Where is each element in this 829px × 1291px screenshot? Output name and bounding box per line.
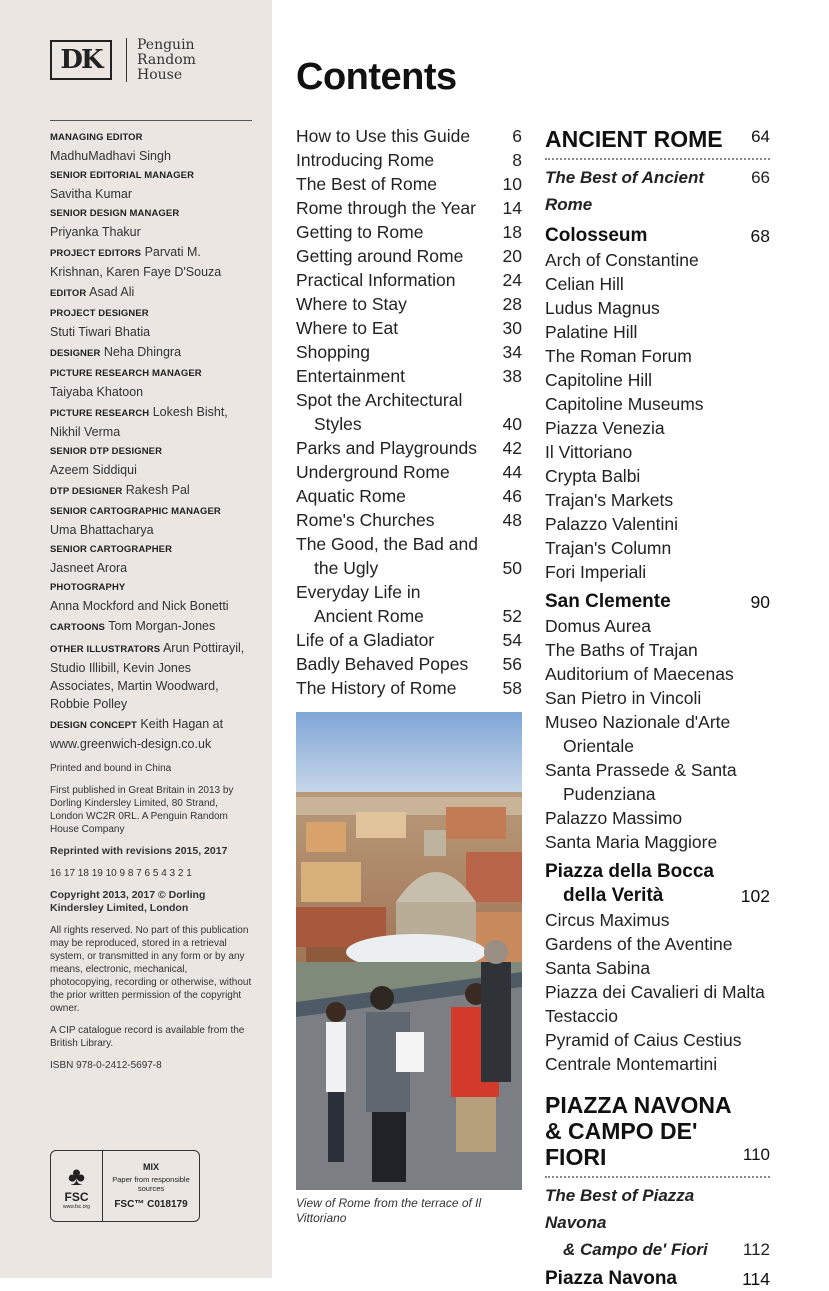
toc-entry-page: 30 bbox=[502, 318, 522, 338]
credit-name: Rakesh Pal bbox=[125, 483, 190, 497]
toc-subentry-label: Piazza dei Cavalieri di Malta bbox=[545, 982, 765, 1002]
credit-name: Arun Pottirayil, Studio Illibill, Kevin Jones Associates, Martin Woodward, Robbie Polley bbox=[50, 641, 245, 711]
toc-entry[interactable] bbox=[296, 196, 522, 220]
toc-entry-label: The History of Rome bbox=[296, 678, 457, 698]
toc-subentry-label: Domus Aurea bbox=[545, 616, 652, 636]
credit-list bbox=[50, 129, 252, 753]
credit-role: CARTOONS bbox=[50, 622, 105, 633]
toc-subentry[interactable] bbox=[545, 296, 770, 320]
toc-entry-label: Introducing Rome bbox=[296, 150, 435, 170]
credit-role: SENIOR CARTOGRAPHER bbox=[50, 544, 173, 555]
credit-entry bbox=[50, 343, 252, 363]
toc-subentry-label: Arch of Constantine bbox=[545, 250, 699, 270]
dotted-divider bbox=[545, 158, 770, 160]
credit-name: Neha Dhingra bbox=[103, 345, 182, 359]
rome-terrace-photo bbox=[296, 712, 522, 1190]
toc-subentry[interactable] bbox=[545, 440, 770, 464]
toc-entry-label: Underground Rome bbox=[296, 462, 450, 482]
credit-name: Taiyaba Khatoon bbox=[50, 385, 144, 399]
toc-entry-label: The Good, the Bad and the Ugly bbox=[296, 534, 478, 578]
toc-entry-label: Badly Behaved Popes bbox=[296, 654, 469, 674]
first-published: First published in Great Britain in 2013 by Dorling Kindersley Limited, 80 Strand, London WC2R 0RL. A Penguin Random House Company bbox=[50, 785, 234, 835]
toc-entry-label: Aquatic Rome bbox=[296, 486, 406, 506]
credit-role: SENIOR CARTOGRAPHIC MANAGER bbox=[50, 506, 221, 517]
toc-entry[interactable] bbox=[296, 532, 522, 580]
toc-subentry-label: Centrale Montemartini bbox=[545, 1054, 718, 1074]
toc-entry[interactable] bbox=[296, 484, 522, 508]
tree-icon: ♣ bbox=[67, 1161, 86, 1191]
toc-entry[interactable] bbox=[296, 388, 522, 436]
toc-entry-label: Getting to Rome bbox=[296, 222, 424, 242]
toc-subentry-label: Palazzo Massimo bbox=[545, 808, 683, 828]
toc-subentry[interactable] bbox=[545, 932, 770, 956]
penguin-random-house-logo: Penguin Random House bbox=[137, 36, 196, 83]
toc-entry-page: 42 bbox=[502, 438, 522, 458]
credit-role: SENIOR DTP DESIGNER bbox=[50, 446, 163, 457]
toc-subentry[interactable] bbox=[545, 908, 770, 932]
credit-name: Jasneet Arora bbox=[50, 561, 128, 575]
credit-entry bbox=[50, 403, 252, 441]
toc-entry-page: 10 bbox=[502, 174, 522, 194]
toc-entry-page: 44 bbox=[502, 462, 522, 482]
toc-subentry[interactable] bbox=[545, 344, 770, 368]
toc-subentry-label: Santa Prassede & Santa Pudenziana bbox=[545, 760, 737, 804]
toc-subentry[interactable] bbox=[545, 272, 770, 296]
credit-role: SENIOR DESIGN MANAGER bbox=[50, 208, 180, 219]
toc-subentry-label: The Roman Forum bbox=[545, 346, 692, 366]
toc-subentry-label: Auditorium of Maecenas bbox=[545, 664, 734, 684]
toc-subentry[interactable] bbox=[545, 512, 770, 536]
credit-entry bbox=[50, 129, 252, 165]
toc-entry[interactable] bbox=[296, 268, 522, 292]
toc-entry-label: Life of a Gladiator bbox=[296, 630, 435, 650]
toc-subentry-label: Il Vittoriano bbox=[545, 442, 633, 462]
copyright-line: Copyright 2013, 2017 © Dorling Kindersley Limited, London bbox=[50, 889, 206, 914]
toc-subentry[interactable] bbox=[545, 710, 770, 758]
toc-entry-label: Where to Eat bbox=[296, 318, 399, 338]
print-line: 16 17 18 19 10 9 8 7 6 5 4 3 2 1 bbox=[50, 868, 192, 879]
toc-entry-page: 34 bbox=[502, 342, 522, 362]
toc-entry[interactable] bbox=[296, 460, 522, 484]
publisher-logos bbox=[50, 36, 252, 121]
toc-entry[interactable] bbox=[296, 436, 522, 460]
credit-entry bbox=[50, 443, 252, 479]
toc-subentry[interactable] bbox=[545, 464, 770, 488]
photo-caption: View of Rome from the terrace of Il Vittoriano bbox=[296, 1196, 482, 1225]
toc-subentry[interactable] bbox=[545, 1028, 770, 1052]
toc-subentry-label: Celian Hill bbox=[545, 274, 624, 294]
toc-subentry-label: Crypta Balbi bbox=[545, 466, 641, 486]
credit-name: Parvati M. Krishnan, Karen Faye D'Souza bbox=[50, 245, 222, 279]
toc-entry-label: How to Use this Guide bbox=[296, 126, 471, 146]
credit-name: Asad Ali bbox=[89, 285, 135, 299]
toc-subentry-label: San Pietro in Vincoli bbox=[545, 688, 702, 708]
toc-entry-page: 50 bbox=[502, 558, 522, 578]
toc-entry-label: The Best of Rome bbox=[296, 174, 438, 194]
toc-entry-page: 54 bbox=[502, 630, 522, 650]
credit-entry bbox=[50, 305, 252, 341]
credit-name: Priyanka Thakur bbox=[50, 225, 141, 239]
toc-subentry-label: Museo Nazionale d'Arte Orientale bbox=[545, 712, 731, 756]
toc-subentry[interactable] bbox=[545, 560, 770, 584]
toc-entry[interactable] bbox=[296, 628, 522, 652]
toc-subentry-label: The Baths of Trajan bbox=[545, 640, 698, 660]
fsc-badge bbox=[50, 1150, 200, 1222]
credit-entry bbox=[50, 205, 252, 241]
toc-subentry-label: Trajan's Markets bbox=[545, 490, 674, 510]
dotted-divider bbox=[545, 1176, 770, 1178]
fsc-text: MIX Paper from responsible sources FSC™ C018179 bbox=[112, 1162, 190, 1210]
toc-entry-label: Entertainment bbox=[296, 366, 405, 386]
best-of-ancient-rome[interactable]: The Best of Ancient Rome 66 bbox=[545, 168, 770, 214]
credit-entry bbox=[50, 617, 252, 637]
dk-logo: DK bbox=[50, 40, 112, 80]
bocca-items bbox=[545, 908, 770, 1076]
toc-entry-page: 28 bbox=[502, 294, 522, 314]
toc-entry[interactable] bbox=[296, 652, 522, 676]
isbn: ISBN 978-0-2412-5697-8 bbox=[50, 1060, 162, 1071]
sub-piazza-navona[interactable]: Piazza Navona 114 bbox=[545, 1268, 770, 1289]
toc-subentry[interactable] bbox=[545, 368, 770, 392]
credit-name: Anna Mockford and Nick Bonetti bbox=[50, 599, 229, 613]
toc-entry-label: Shopping bbox=[296, 342, 370, 362]
credit-entry bbox=[50, 579, 252, 615]
toc-entry-page: 6 bbox=[512, 126, 522, 146]
toc-subentry[interactable] bbox=[545, 488, 770, 512]
toc-entry-page: 56 bbox=[502, 654, 522, 674]
toc-entry-page: 18 bbox=[502, 222, 522, 242]
toc-entry[interactable] bbox=[296, 148, 522, 172]
toc-subentry[interactable] bbox=[545, 392, 770, 416]
credit-entry bbox=[50, 503, 252, 539]
toc-entry[interactable] bbox=[296, 244, 522, 268]
toc-subentry[interactable] bbox=[545, 536, 770, 560]
credit-entry bbox=[50, 365, 252, 401]
toc-subentry[interactable] bbox=[545, 638, 770, 662]
credit-entry bbox=[50, 167, 252, 203]
toc-subentry[interactable] bbox=[545, 980, 770, 1004]
credit-role: SENIOR EDITORIAL MANAGER bbox=[50, 170, 195, 181]
credit-name: Savitha Kumar bbox=[50, 187, 132, 201]
toc-entry[interactable] bbox=[296, 292, 522, 316]
toc-entry-page: 20 bbox=[502, 246, 522, 266]
toc-entry[interactable] bbox=[296, 316, 522, 340]
credit-role: PROJECT EDITORS bbox=[50, 248, 142, 259]
toc-entry[interactable] bbox=[296, 580, 522, 628]
san-clemente-items bbox=[545, 614, 770, 854]
toc-entry-label: Where to Stay bbox=[296, 294, 407, 314]
toc-entry-page: 24 bbox=[502, 270, 522, 290]
section-ancient-rome[interactable]: ANCIENT ROME 64 bbox=[545, 126, 770, 152]
toc-entry-page: 38 bbox=[502, 366, 522, 386]
logo-divider bbox=[126, 38, 127, 82]
toc-entry-label: Parks and Playgrounds bbox=[296, 438, 477, 458]
colosseum-items bbox=[545, 248, 770, 584]
toc-entry-page: 58 bbox=[502, 678, 522, 698]
sub-san-clemente[interactable]: San Clemente 90 bbox=[545, 591, 770, 612]
credits-column bbox=[0, 0, 272, 1278]
section-piazza-navona[interactable]: PIAZZA NAVONA & CAMPO DE' FIORI 110 bbox=[545, 1092, 770, 1170]
toc-section-list bbox=[545, 124, 770, 1291]
credit-name: Tom Morgan-Jones bbox=[108, 619, 216, 633]
toc-subentry[interactable] bbox=[545, 614, 770, 638]
toc-subentry-label: Palazzo Valentini bbox=[545, 514, 678, 534]
toc-main-list bbox=[296, 124, 522, 700]
toc-subentry[interactable] bbox=[545, 806, 770, 830]
credit-name: Lokesh Bisht, Nikhil Verma bbox=[50, 405, 228, 439]
toc-entry-label: Spot the Architectural Styles bbox=[296, 390, 463, 434]
credit-name: Azeem Siddiqui bbox=[50, 463, 137, 477]
rights-statement: All rights reserved. No part of this publication may be reproduced, stored in a retrieval system, or transmitted in any form or by any means, electronic, mechanical, photocopying, recording or otherwise, without the prior written permission of the copyright owner. bbox=[50, 925, 252, 1014]
toc-entry-page: 52 bbox=[502, 606, 522, 626]
toc-entry-page: 14 bbox=[502, 198, 522, 218]
credit-role: OTHER ILLUSTRATORS bbox=[50, 644, 161, 655]
toc-subentry[interactable] bbox=[545, 1052, 770, 1076]
toc-entry[interactable] bbox=[296, 364, 522, 388]
credit-name: MadhuMadhavi Singh bbox=[50, 149, 171, 163]
toc-subentry-label: Pyramid of Caius Cestius bbox=[545, 1030, 742, 1050]
credit-entry bbox=[50, 639, 252, 713]
toc-entry-label: Everyday Life in Ancient Rome bbox=[296, 582, 424, 626]
toc-subentry[interactable] bbox=[545, 662, 770, 686]
toc-subentry-label: Santa Sabina bbox=[545, 958, 651, 978]
credit-entry bbox=[50, 481, 252, 501]
credit-role: DESIGNER bbox=[50, 348, 101, 359]
toc-entry-label: Getting around Rome bbox=[296, 246, 464, 266]
page-title: Contents bbox=[296, 56, 457, 98]
toc-subentry-label: Palatine Hill bbox=[545, 322, 638, 342]
toc-entry-page: 46 bbox=[502, 486, 522, 506]
reprinted-line: Reprinted with revisions 2015, 2017 bbox=[50, 845, 228, 857]
toc-entry-label: Practical Information bbox=[296, 270, 456, 290]
toc-subentry-label: Fori Imperiali bbox=[545, 562, 647, 582]
toc-subentry[interactable] bbox=[545, 686, 770, 710]
credit-name: Uma Bhattacharya bbox=[50, 523, 154, 537]
printed-line: Printed and bound in China bbox=[50, 763, 172, 774]
toc-subentry[interactable] bbox=[545, 320, 770, 344]
toc-subentry[interactable] bbox=[545, 830, 770, 854]
toc-entry[interactable] bbox=[296, 676, 522, 700]
toc-entry[interactable] bbox=[296, 508, 522, 532]
fsc-tree-logo: ♣ FSC www.fsc.org bbox=[51, 1151, 103, 1221]
credit-entry bbox=[50, 243, 252, 281]
toc-entry-page: 8 bbox=[512, 150, 522, 170]
credit-role: EDITOR bbox=[50, 288, 87, 299]
toc-subentry-label: Capitoline Hill bbox=[545, 370, 652, 390]
credit-role: DESIGN CONCEPT bbox=[50, 720, 137, 731]
toc-entry[interactable] bbox=[296, 220, 522, 244]
toc-entry-label: Rome's Churches bbox=[296, 510, 435, 530]
credit-name: Keith Hagan at www.greenwich-design.co.uk bbox=[50, 717, 224, 751]
credit-entry bbox=[50, 283, 252, 303]
toc-entry[interactable] bbox=[296, 124, 522, 148]
credit-role: PROJECT DESIGNER bbox=[50, 308, 149, 319]
toc-entry-label: Rome through the Year bbox=[296, 198, 476, 218]
toc-subentry-label: Piazza Venezia bbox=[545, 418, 665, 438]
toc-subentry[interactable] bbox=[545, 248, 770, 272]
toc-subentry-label: Santa Maria Maggiore bbox=[545, 832, 718, 852]
cip-statement: A CIP catalogue record is available from the British Library. bbox=[50, 1025, 245, 1049]
toc-subentry-label: Circus Maximus bbox=[545, 910, 670, 930]
best-of-piazza-navona[interactable]: The Best of Piazza Navona & Campo de' Fiori 112 bbox=[545, 1186, 770, 1259]
toc-subentry-label: Capitoline Museums bbox=[545, 394, 704, 414]
credit-role: PICTURE RESEARCH MANAGER bbox=[50, 368, 202, 379]
toc-subentry-label: Ludus Magnus bbox=[545, 298, 660, 318]
toc-subentry[interactable] bbox=[545, 416, 770, 440]
credit-role: PICTURE RESEARCH bbox=[50, 408, 150, 419]
toc-subentry-label: Testaccio bbox=[545, 1006, 618, 1026]
toc-entry[interactable] bbox=[296, 340, 522, 364]
toc-subentry[interactable] bbox=[545, 1004, 770, 1028]
toc-subentry[interactable] bbox=[545, 758, 770, 806]
credit-role: MANAGING EDITOR bbox=[50, 132, 143, 143]
toc-subentry-label: Gardens of the Aventine bbox=[545, 934, 733, 954]
credit-name: Stuti Tiwari Bhatia bbox=[50, 325, 151, 339]
toc-entry-page: 40 bbox=[502, 414, 522, 434]
credit-entry bbox=[50, 541, 252, 577]
toc-subentry-label: Trajan's Column bbox=[545, 538, 672, 558]
rome-view-illustration bbox=[296, 712, 522, 1190]
credit-role: DTP DESIGNER bbox=[50, 486, 123, 497]
credit-role: PHOTOGRAPHY bbox=[50, 582, 126, 593]
toc-entry[interactable] bbox=[296, 172, 522, 196]
sub-colosseum[interactable]: Colosseum 68 bbox=[545, 225, 770, 246]
toc-entry-page: 48 bbox=[502, 510, 522, 530]
sub-bocca-della-verita[interactable]: Piazza della Bocca della Verità 102 bbox=[545, 861, 770, 906]
credit-entry bbox=[50, 715, 252, 753]
toc-subentry[interactable] bbox=[545, 956, 770, 980]
